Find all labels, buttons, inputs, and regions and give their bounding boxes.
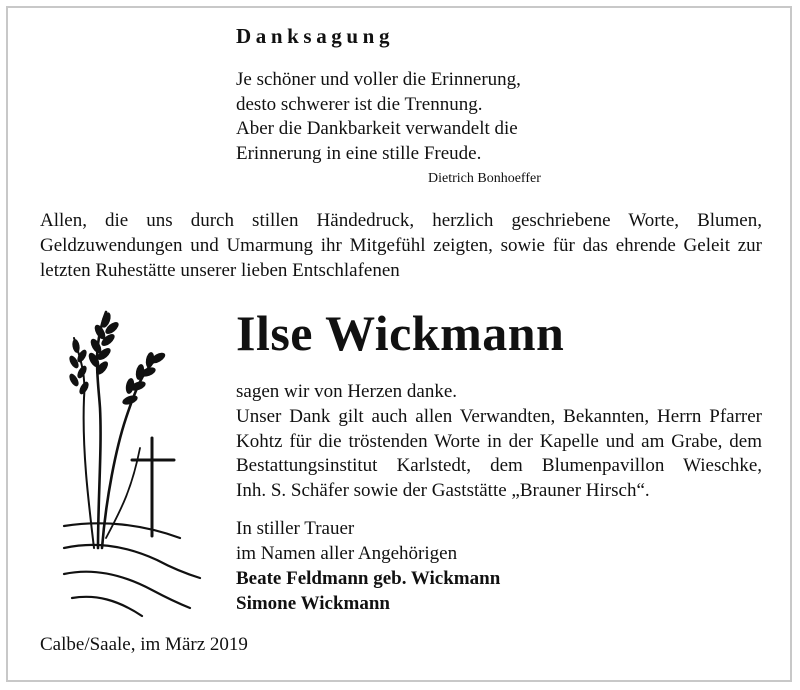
signoff-line: im Namen aller Angehörigen: [236, 543, 458, 564]
deceased-name: Ilse Wickmann: [236, 305, 565, 361]
quote-line: Aber die Dankbarkeit verwandelt die: [236, 118, 518, 139]
signoff-block: [236, 516, 500, 616]
quote-author: Dietrich Bonhoeffer: [428, 171, 541, 186]
signoff-line: In stiller Trauer: [236, 518, 355, 539]
wheat-and-cross-icon: [62, 298, 202, 638]
quote-line: Erinnerung in eine stille Freude.: [236, 142, 482, 164]
signatory-name: Simone Wickmann: [236, 593, 390, 614]
thanks-line: Kohtz für die tröstenden Worte in der Kapelle und am Grabe, dem: [236, 430, 762, 452]
thanks-line: sagen wir von Herzen danke.: [236, 381, 458, 402]
quote-line: Je schöner und voller die Erinnerung,: [236, 69, 521, 90]
thanks-paragraph: [236, 380, 762, 504]
intro-paragraph: Allen, die uns durch stillen Händedruck, herzlich geschriebene Worte, Blumen, Geldzuwendungen und Umarmung ihr Mitgefühl zeigten, sowie für das ehrende Geleit zur letzten Ruhestätte unserer lieben Entschlafenen: [40, 210, 762, 281]
place-date: Calbe/Saale, im März 2019: [40, 634, 248, 655]
thanks-line: Unser Dank gilt auch allen Verwandten, Bekannten, Herrn Pfarrer: [236, 405, 762, 427]
thanks-line: Inh. S. Schäfer sowie der Gaststätte „Brauner Hirsch“.: [236, 480, 650, 502]
signatory-name: Beate Feldmann geb. Wickmann: [236, 568, 501, 589]
thanks-line: Bestattungsinstitut Karlstedt, dem Blumenpavillon Wieschke,: [236, 455, 762, 477]
quote-line: desto schwerer ist die Trennung.: [236, 93, 483, 115]
quote-block: [236, 68, 521, 166]
notice-heading: Danksagung: [236, 24, 395, 48]
